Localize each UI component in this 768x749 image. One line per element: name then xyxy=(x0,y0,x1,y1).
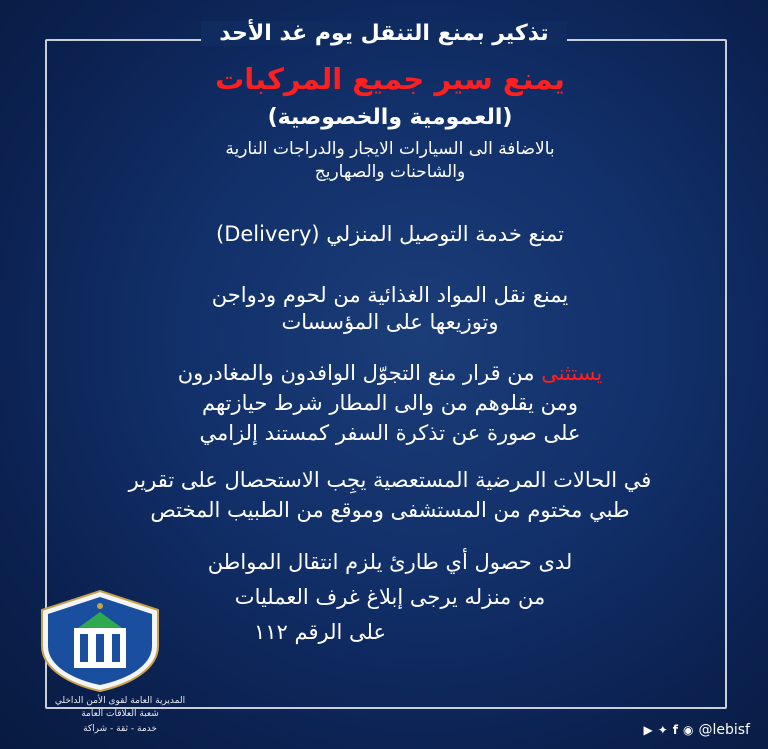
ban-extra-line-1: بالاضافة الى السيارات الايجار والدراجات النارية xyxy=(225,139,555,159)
youtube-icon[interactable]: ▶ xyxy=(643,723,653,737)
delivery-ban: تمنع خدمة التوصيل المنزلي (Delivery) xyxy=(216,222,564,246)
social-bar xyxy=(643,722,750,738)
emergency-line-3: على الرقم ١١٢ xyxy=(253,620,386,644)
notice-header xyxy=(0,21,768,46)
exemption-line-3: على صورة عن تذكرة السفر كمستند إلزامي xyxy=(199,421,581,445)
exemption-keyword: يستثنى xyxy=(541,361,603,385)
ban-extra-line-2: والشاحنات والصهاريج xyxy=(314,162,466,182)
exemption-line-1-text: من قرار منع التجوّل الوافدون والمغادرون xyxy=(177,361,542,385)
twitter-icon[interactable]: ✦ xyxy=(657,723,668,737)
ban-title: يمنع سير جميع المركبات xyxy=(215,62,565,96)
emergency-line-2: من منزله يرجى إبلاغ غرف العمليات xyxy=(234,585,546,609)
header-title: تذكير بمنع التنقل يوم غد الأحد xyxy=(201,21,566,46)
instagram-icon[interactable]: ◉ xyxy=(683,723,694,737)
food-ban-line-2: وتوزيعها على المؤسسات xyxy=(281,310,499,334)
ban-subtitle: (العمومية والخصوصية) xyxy=(267,105,513,130)
social-handle[interactable]: @lebisf xyxy=(698,722,750,738)
facebook-icon[interactable]: f xyxy=(672,723,678,737)
logo-caption-2: شعبة العلاقات العامة xyxy=(81,709,159,719)
medical-line-2: طبي مختوم من المستشفى وموقع من الطبيب المختص xyxy=(150,498,630,522)
logo-caption-3: خدمة - ثقة - شراكة xyxy=(83,724,157,734)
logo-caption-1: المديرية العامة لقوى الأمن الداخلي xyxy=(54,696,186,706)
medical-line-1: في الحالات المرضية المستعصية يجِب الاستحصال على تقرير xyxy=(128,468,652,492)
food-ban-line-1: يمنع نقل المواد الغذائية من لحوم ودواجن xyxy=(211,283,569,307)
emergency-line-1: لدى حصول أي طارئ يلزم انتقال المواطن xyxy=(207,550,573,574)
isf-logo xyxy=(20,588,186,738)
exemption-line-2: ومن يقلوهم من والى المطار شرط حيازتهم xyxy=(202,391,578,415)
exemption-line-1 xyxy=(80,361,700,385)
isf-emblem-icon xyxy=(20,588,180,693)
